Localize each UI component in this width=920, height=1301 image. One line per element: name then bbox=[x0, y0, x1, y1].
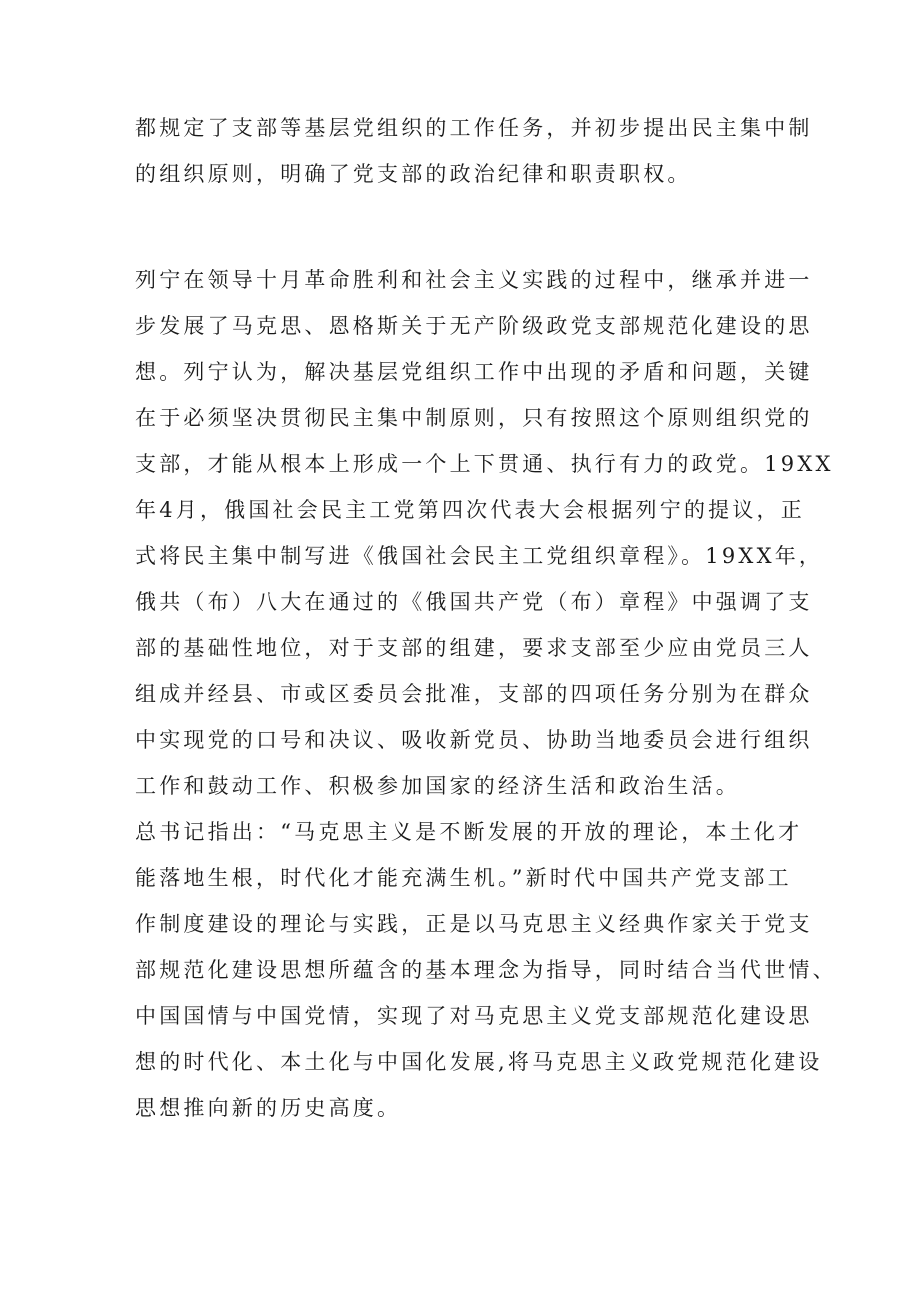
text-line: 支部，才能从根本上形成一个上下贯通、执行有力的政党。19XX bbox=[135, 452, 834, 476]
text-line: 在于必须坚决贯彻民主集中制原则，只有按照这个原则组织党的 bbox=[135, 406, 813, 430]
text-line: 能落地生根，时代化才能充满生机。”新时代中国共产党支部工 bbox=[135, 866, 792, 890]
text-line: 年4月，俄国社会民主工党第四次代表大会根据列宁的提议，正 bbox=[135, 498, 805, 522]
text-line: 式将民主集中制写进《俄国社会民主工党组织章程》。19XX年， bbox=[135, 544, 824, 568]
text-line: 部的基础性地位，对于支部的组建，要求支部至少应由党员三人 bbox=[135, 636, 813, 660]
text-line: 想的时代化、本土化与中国化发展,将马克思主义政党规范化建设 bbox=[135, 1050, 823, 1074]
paragraph-continuation bbox=[135, 105, 815, 197]
text-line: 列宁在领导十月革命胜利和社会主义实践的过程中，继承并进一 bbox=[135, 268, 813, 292]
text-line: 中实现党的口号和决议、吸收新党员、协助当地委员会进行组织 bbox=[135, 728, 813, 752]
text-line: 步发展了马克思、恩格斯关于无产阶级政党支部规范化建设的思 bbox=[135, 314, 813, 338]
text-line: 中国国情与中国党情，实现了对马克思主义党支部规范化建设思 bbox=[135, 1004, 813, 1028]
text-line: 都规定了支部等基层党组织的工作任务，并初步提出民主集中制 bbox=[135, 116, 813, 140]
text-line: 工作和鼓动工作、积极参加国家的经济生活和政治生活。 bbox=[135, 774, 740, 798]
text-line: 思想推向新的历史高度。 bbox=[135, 1096, 402, 1120]
paragraph-lenin bbox=[135, 257, 837, 1131]
text-line: 作制度建设的理论与实践，正是以马克思主义经典作家关于党支 bbox=[135, 912, 813, 936]
text-line: 组成并经县、市或区委员会批准，支部的四项任务分别为在群众 bbox=[135, 682, 813, 706]
text-line: 部规范化建设思想所蕴含的基本理念为指导，同时结合当代世情、 bbox=[135, 958, 837, 982]
text-line: 总书记指出：“马克思主义是不断发展的开放的理论，本土化才 bbox=[135, 820, 803, 844]
text-line: 俄共（布）八大在通过的《俄国共产党（布）章程》中强调了支 bbox=[135, 590, 813, 614]
text-line: 的组织原则，明确了党支部的政治纪律和职责职权。 bbox=[135, 162, 692, 186]
text-line: 想。列宁认为，解决基层党组织工作中出现的矛盾和问题，关键 bbox=[135, 360, 813, 384]
